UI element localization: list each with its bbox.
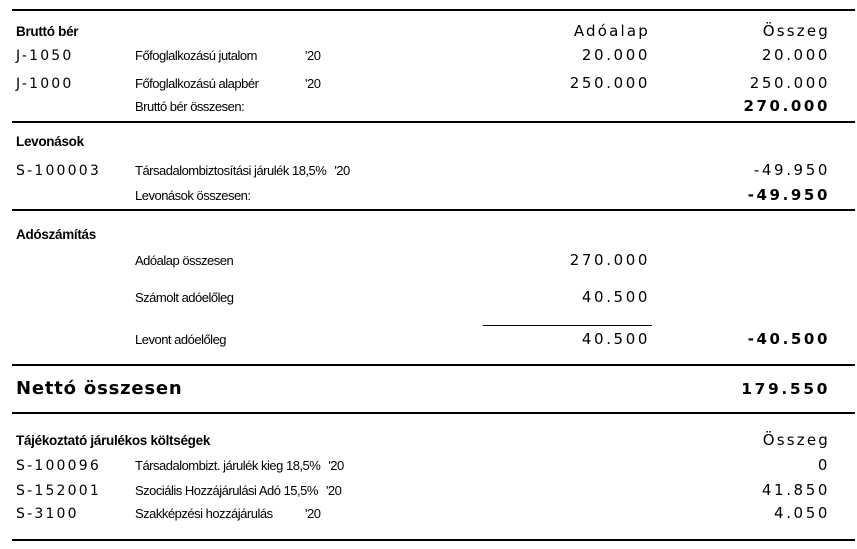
info-header-row [0,431,857,453]
amount-value: 4.050 [774,504,830,522]
info-section-title: Tájékoztató járulékos költségek [16,433,211,448]
amount-column-header: Összeg [762,22,830,40]
gross-section-title: Bruttó bér [16,24,79,39]
amount-value: -49.950 [753,161,830,179]
amount-value: 0 [817,456,830,474]
wage-description-cell [135,48,500,63]
deductions-section-title: Levonások [16,134,84,149]
amount-value: -40.500 [747,330,830,348]
tax-base-value: 40.500 [581,288,650,306]
info-amount-column-header: Összeg [762,431,830,449]
info-row [0,504,857,526]
tax-calc-row [0,330,857,352]
deductions-total-label: Levonások összesen: [135,188,251,203]
wage-code: S-152001 [16,483,101,499]
tax-base-value: 20.000 [581,46,650,64]
wage-code: S-100096 [16,458,101,474]
amount-value: 250.000 [749,74,830,92]
divider-top [12,9,855,11]
gross-row [0,46,857,68]
deductions-total-row [0,186,857,208]
tax-calc-section-title: Adószámítás [16,227,96,242]
net-total-value: 179.550 [741,380,830,398]
tax-calc-label: Számolt adóelőleg [135,290,234,305]
deduction-row [0,161,857,183]
tax-calc-row [0,288,857,310]
amount-value: 41.850 [761,481,830,499]
gross-total-label: Bruttó bér összesen: [135,99,245,114]
divider [12,121,855,123]
wage-year: '20 [305,48,321,63]
tax-calc-header-row [0,227,857,249]
wage-year: '20 [305,76,321,91]
tax-calc-label: Levont adóelőleg [135,332,227,347]
deductions-header-row [0,134,857,156]
subtotal-line [483,325,652,326]
net-total-row [0,378,857,400]
amount-value: 20.000 [761,46,830,64]
wage-description-cell [135,76,500,91]
divider [12,209,855,211]
wage-title: Társadalombiztosítási járulék 18,5% [135,163,327,178]
gross-header-row [0,22,857,44]
wage-description-cell [135,506,500,521]
wage-code: S-100003 [16,163,101,179]
wage-description-cell [135,458,500,473]
tax-calc-label: Adóalap összesen [135,253,234,268]
tax-base-value: 270.000 [569,251,650,269]
tax-base-column-header: Adóalap [573,22,650,40]
wage-code: S-3100 [16,506,79,522]
gross-row [0,74,857,96]
tax-base-value: 40.500 [581,330,650,348]
wage-title: Szociális Hozzájárulási Adó 15,5% [135,483,318,498]
wage-title: Társadalombizt. járulék kieg 18,5% [135,458,321,473]
divider-bottom [12,539,855,541]
deductions-total-value: -49.950 [747,186,830,204]
wage-year: '20 [305,506,321,521]
wage-code: J-1000 [16,76,74,92]
gross-total-value: 270.000 [743,97,830,115]
wage-description-cell [135,483,500,498]
wage-title: Szakképzési hozzájárulás [135,506,273,521]
wage-description-cell [135,163,500,178]
tax-calc-row [0,251,857,273]
wage-year: '20 [334,163,350,178]
info-row [0,456,857,478]
divider [12,364,855,366]
wage-title: Főfoglalkozású jutalom [135,48,257,63]
wage-year: '20 [325,483,342,498]
tax-base-value: 250.000 [569,74,650,92]
divider [12,412,855,414]
gross-total-row [0,97,857,119]
wage-code: J-1050 [16,48,74,64]
net-total-label: Nettó összesen [16,378,183,399]
info-row [0,481,857,503]
wage-year: '20 [328,458,344,473]
wage-title: Főfoglalkozású alapbér [135,76,259,91]
